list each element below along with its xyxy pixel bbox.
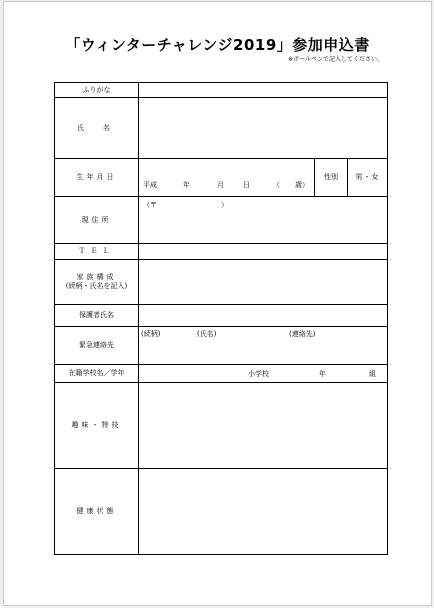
class-unit: 組 [369, 370, 376, 378]
hobby-label: 趣味・特技 [55, 383, 139, 469]
emergency-label: 緊急連絡先 [55, 327, 139, 365]
gender-label: 性別 [315, 159, 348, 197]
emergency-field[interactable] [139, 327, 388, 365]
name-label: 氏 名 [55, 98, 139, 159]
address-row [55, 197, 388, 244]
birth-year-unit: 年 [183, 181, 190, 189]
hobby-field[interactable] [139, 383, 388, 469]
health-row [55, 469, 388, 555]
gender-options[interactable]: 男・女 [348, 159, 388, 197]
address-label: 現住所 [55, 197, 139, 244]
furigana-row [55, 83, 388, 98]
family-label-sub: (続柄・氏名を記入) [65, 282, 128, 290]
family-field[interactable] [139, 260, 388, 305]
school-row [55, 365, 388, 383]
application-form-table [54, 82, 388, 555]
postal-close: ） [221, 201, 228, 209]
birthdate-field[interactable] [139, 159, 315, 197]
family-label [55, 260, 139, 305]
ballpoint-pen-note: ※ボールペンで記入してください。 [288, 56, 383, 63]
emergency-row [55, 327, 388, 365]
name-row [55, 98, 388, 159]
application-form-sheet [3, 1, 432, 606]
guardian-field[interactable] [139, 305, 388, 327]
birth-age-close: 歳） [295, 181, 309, 189]
guardian-row [55, 305, 388, 327]
tel-label: ＴＥＬ [55, 244, 139, 260]
address-field[interactable] [139, 197, 388, 244]
birth-age-open: （ [273, 181, 280, 189]
birth-day-unit: 日 [243, 181, 250, 189]
family-label-main: 家族構成 [76, 273, 117, 281]
emergency-name: (氏名) [197, 330, 217, 338]
tel-field[interactable] [139, 244, 388, 260]
form-title: 「ウィンターチャレンジ2019」参加申込書 [65, 36, 370, 54]
school-label: 在籍学校名／学年 [55, 365, 139, 383]
school-suffix: 小学校 [248, 370, 269, 378]
emergency-relation: (続柄) [141, 330, 161, 338]
school-field[interactable] [139, 365, 388, 383]
birth-month-unit: 月 [217, 181, 224, 189]
grade-unit: 年 [319, 370, 326, 378]
birthdate-label: 生年月日 [55, 159, 139, 197]
family-row [55, 260, 388, 305]
health-label: 健康状態 [55, 469, 139, 555]
furigana-label: ふりがな [55, 83, 139, 98]
name-field[interactable] [139, 98, 388, 159]
furigana-field[interactable] [139, 83, 388, 98]
birthdate-row [55, 159, 388, 197]
postal-open: （〒 [143, 201, 157, 209]
health-field[interactable] [139, 469, 388, 555]
hobby-row [55, 383, 388, 469]
guardian-label: 保護者氏名 [55, 305, 139, 327]
birth-era: 平成 [143, 181, 157, 189]
tel-row [55, 244, 388, 260]
emergency-contact: (連絡先) [289, 330, 316, 338]
